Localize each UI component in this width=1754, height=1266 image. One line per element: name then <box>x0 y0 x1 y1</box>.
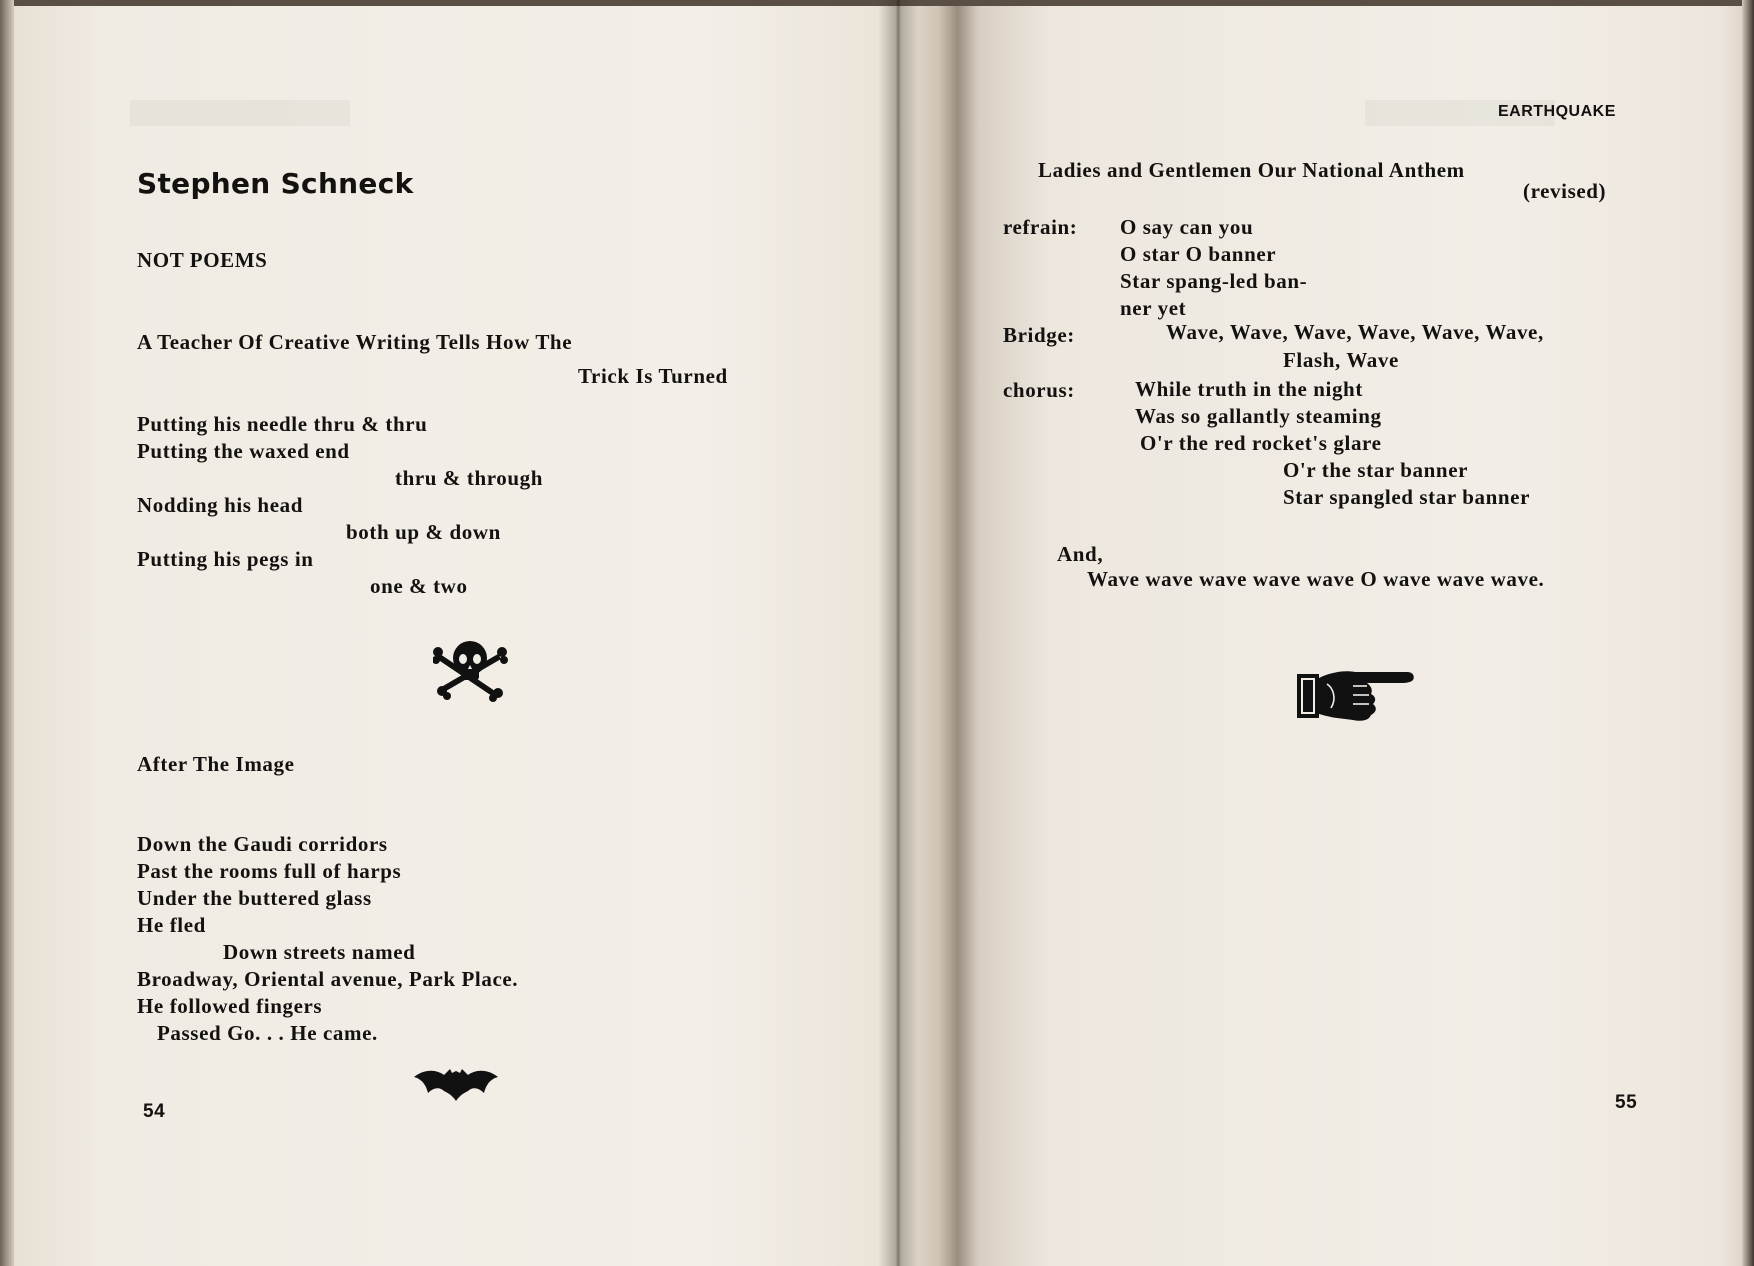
page-left-edge <box>0 0 14 1266</box>
poem-line: Past the rooms full of harps <box>137 859 402 883</box>
poem-title-suffix: (revised) <box>1523 179 1607 203</box>
poem-line: Putting the waxed end <box>137 439 350 463</box>
refrain-line: O say can you <box>1120 215 1254 239</box>
poem-line: both up & down <box>346 520 501 544</box>
bat-icon <box>414 1063 498 1101</box>
bridge-line: Wave, Wave, Wave, Wave, Wave, Wave, <box>1166 320 1544 344</box>
poem-line: Under the buttered glass <box>137 886 372 910</box>
skull-crossbones-icon <box>433 638 508 710</box>
poem-line: thru & through <box>395 466 544 490</box>
poem-line: Broadway, Oriental avenue, Park Place. <box>137 967 519 991</box>
running-header: EARTHQUAKE <box>1498 103 1616 120</box>
chorus-line: O'r the red rocket's glare <box>1140 431 1382 455</box>
chorus-label: chorus: <box>1003 378 1075 402</box>
poem-line: Nodding his head <box>137 493 304 517</box>
poem-line: Passed Go. . . He came. <box>157 1021 378 1045</box>
book-gutter <box>878 0 918 1266</box>
poem-title: After The Image <box>137 752 295 776</box>
poem-line: He fled <box>137 913 206 937</box>
poem-line: Putting his pegs in <box>137 547 314 571</box>
poem-title: A Teacher Of Creative Writing Tells How The <box>137 330 573 354</box>
author-name: Stephen Schneck <box>137 167 414 200</box>
poem-line: one & two <box>370 574 468 598</box>
poem-line: Down the Gaudi corridors <box>137 832 388 856</box>
bridge-label: Bridge: <box>1003 323 1075 347</box>
section-title: NOT POEMS <box>137 248 268 272</box>
chorus-line: O'r the star banner <box>1283 458 1469 482</box>
chorus-line: Star spangled star banner <box>1283 485 1531 509</box>
chorus-line: Was so gallantly steaming <box>1135 404 1382 428</box>
poem-title-continued: Trick Is Turned <box>578 364 728 388</box>
page-number: 55 <box>1615 1092 1638 1113</box>
ending-line: And, <box>1057 542 1104 566</box>
page-top-edge <box>0 0 1754 6</box>
poem-title: Ladies and Gentlemen Our National Anthem <box>1038 158 1465 182</box>
bridge-line: Flash, Wave <box>1283 348 1399 372</box>
refrain-line: ner yet <box>1120 296 1187 320</box>
poem-line: Down streets named <box>223 940 416 964</box>
bleed-through <box>130 100 350 126</box>
ending-line: Wave wave wave wave wave O wave wave wave. <box>1087 567 1545 591</box>
pointing-hand-icon <box>1297 664 1415 726</box>
poem-line: Putting his needle thru & thru <box>137 412 428 436</box>
chorus-line: While truth in the night <box>1135 377 1363 401</box>
page-number: 54 <box>143 1101 166 1122</box>
page-right-edge <box>1742 0 1754 1266</box>
refrain-line: Star spang-led ban- <box>1120 269 1308 293</box>
refrain-line: O star O banner <box>1120 242 1277 266</box>
refrain-label: refrain: <box>1003 215 1078 239</box>
poem-line: He followed fingers <box>137 994 323 1018</box>
